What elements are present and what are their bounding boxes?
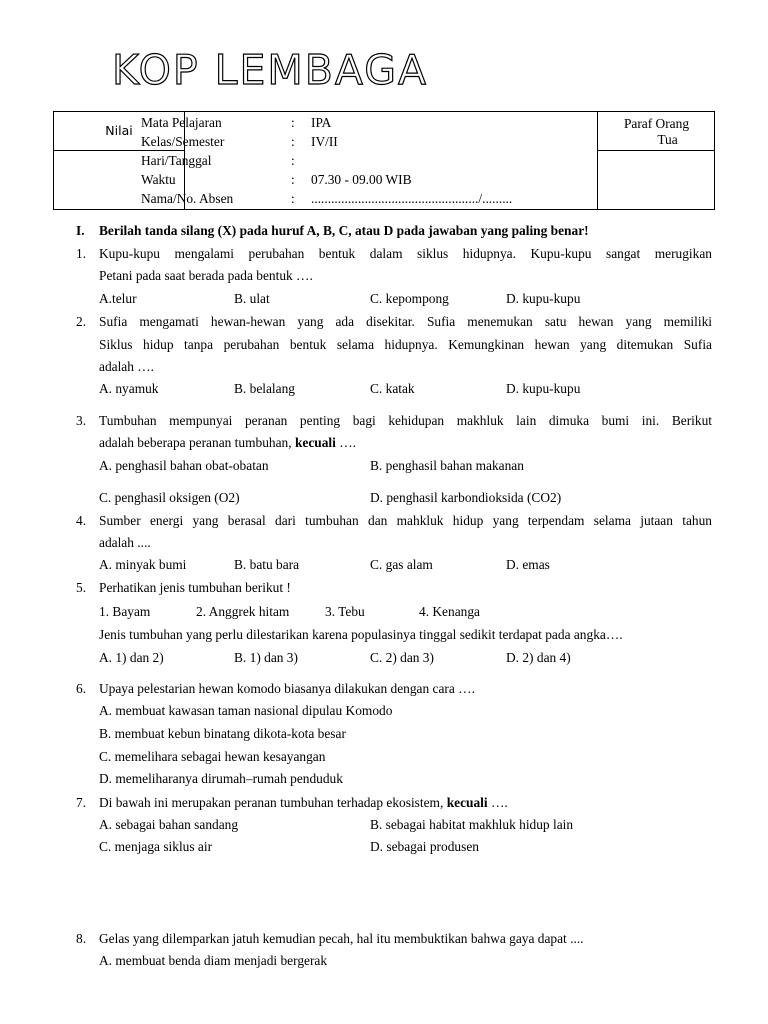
option-c: C. kepompong [370,291,449,306]
option-a: A. sebagai bahan sandang [99,817,239,832]
info-colon: : [291,172,295,187]
question-number: 4. [76,513,87,528]
question-number: 3. [76,413,87,428]
question-2-line-2: Siklus hidup tanpa perubahan bentuk selama hidupnya. Kemungkinan hewan yang ditemukan Sufia [99,337,712,352]
paraf-cell [597,112,715,209]
option-a: A. minyak bumi [99,557,187,572]
question-7-line-1 [99,795,508,811]
question-3-line-2 [99,435,356,451]
option-c: C. 2) dan 3) [370,650,434,665]
question-6-line-1: Upaya pelestarian hewan komodo biasanya dilakukan dengan cara …. [99,681,475,696]
option-d: D. 2) dan 4) [506,650,571,665]
info-value: IV/II [311,134,338,149]
option-a: A. membuat benda diam menjadi bergerak [99,953,328,968]
option-b: B. belalang [234,381,295,396]
question-number: 1. [76,246,87,261]
info-colon: : [291,153,295,168]
keyword-kecuali: kecuali [446,795,488,810]
question-7-line-1-text: Di bawah ini merupakan peranan tumbuhan terhadap ekosistem, [99,795,444,810]
info-label: Mata Pelajaran [141,115,222,130]
question-7-line-1-end: …. [490,795,508,810]
institution-letterhead-title: KOP LEMBAGA [112,46,429,94]
option-d: D. kupu-kupu [506,381,581,396]
info-colon: : [291,115,295,130]
option-d: D. penghasil karbondioksida (CO2) [370,490,562,505]
info-colon: : [291,191,295,206]
option-c: C. penghasil oksigen (O2) [99,490,240,505]
nilai-label: Nilai [105,123,133,138]
option-a: A.telur [99,291,137,306]
instruction-number: I. [76,223,85,238]
plant-item-4: 4. Kenanga [419,604,480,619]
instruction-text: Berilah tanda silang (X) pada huruf A, B, C, atau D pada jawaban yang paling benar! [99,223,589,238]
option-d: D. emas [506,557,550,572]
option-b: B. 1) dan 3) [234,650,298,665]
option-b: B. sebagai habitat makhluk hidup lain [370,817,574,832]
option-a: A. penghasil bahan obat-obatan [99,458,269,473]
plant-item-2: 2. Anggrek hitam [196,604,290,619]
question-3-line-2-end: …. [339,435,356,450]
question-3-line-1: Tumbuhan mempunyai peranan penting bagi kehidupan makhluk lain dimuka bumi ini. Berikut [99,413,712,428]
info-value: 07.30 - 09.00 WIB [311,172,412,187]
info-label: Hari/Tanggal [141,153,212,168]
question-number: 2. [76,314,87,329]
info-colon: : [291,134,295,149]
info-label: Nama/No. Absen [141,191,234,206]
option-b: B. penghasil bahan makanan [370,458,524,473]
option-d: D. kupu-kupu [506,291,581,306]
plant-item-3: 3. Tebu [325,604,365,619]
plant-item-1: 1. Bayam [99,604,151,619]
question-number: 7. [76,795,87,810]
option-a: A. nyamuk [99,381,159,396]
question-4-line-1: Sumber energi yang berasal dari tumbuhan dan mahkluk hidup yang terpendam selama jutaan tahun [99,513,712,528]
option-c: C. gas alam [370,557,433,572]
question-number: 6. [76,681,87,696]
question-5-line-1: Perhatikan jenis tumbuhan berikut ! [99,580,291,595]
question-number: 8. [76,931,87,946]
option-b: B. ulat [234,291,270,306]
question-1-line-1: Kupu-kupu mengalami perubahan bentuk dalam siklus hidupnya. Kupu-kupu sangat merugikan [99,246,712,261]
option-d: D. memeliharanya dirumah–rumah penduduk [99,771,343,786]
option-b: B. membuat kebun binatang dikota-kota besar [99,726,346,741]
question-number: 5. [76,580,87,595]
question-4-line-2: adalah .... [99,535,151,550]
question-2-line-3: adalah …. [99,359,155,374]
paraf-label [598,116,715,148]
option-d: D. sebagai produsen [370,839,479,854]
question-1-line-2: Petani pada saat berada pada bentuk …. [99,268,313,283]
option-c: C. menjaga siklus air [99,839,213,854]
info-value: ................................................../......... [311,191,513,206]
question-2-line-1: Sufia mengamati hewan-hewan yang ada disekitar. Sufia menemukan satu hewan yang memiliki [99,314,712,329]
question-8-line-1: Gelas yang dilemparkan jatuh kemudian pecah, hal itu membuktikan bahwa gaya dapat .... [99,931,584,946]
question-5-line-2: Jenis tumbuhan yang perlu dilestarikan karena populasinya tinggal sedikit terdapat pada angka…. [99,627,623,642]
option-c: C. katak [370,381,415,396]
info-label: Waktu [141,172,176,187]
info-value: IPA [311,115,332,130]
info-label: Kelas/Semester [141,134,225,149]
question-3-line-2-text: adalah beberapa peranan tumbuhan, [99,435,292,450]
option-b: B. batu bara [234,557,300,572]
keyword-kecuali: kecuali [294,435,336,450]
paraf-line-2: Tua [657,132,678,147]
option-a: A. 1) dan 2) [99,650,164,665]
paraf-line-1: Paraf Orang [623,116,690,131]
option-a: A. membuat kawasan taman nasional dipulau Komodo [99,703,393,718]
option-c: C. memelihara sebagai hewan kesayangan [99,749,326,764]
paraf-divider [598,150,715,151]
